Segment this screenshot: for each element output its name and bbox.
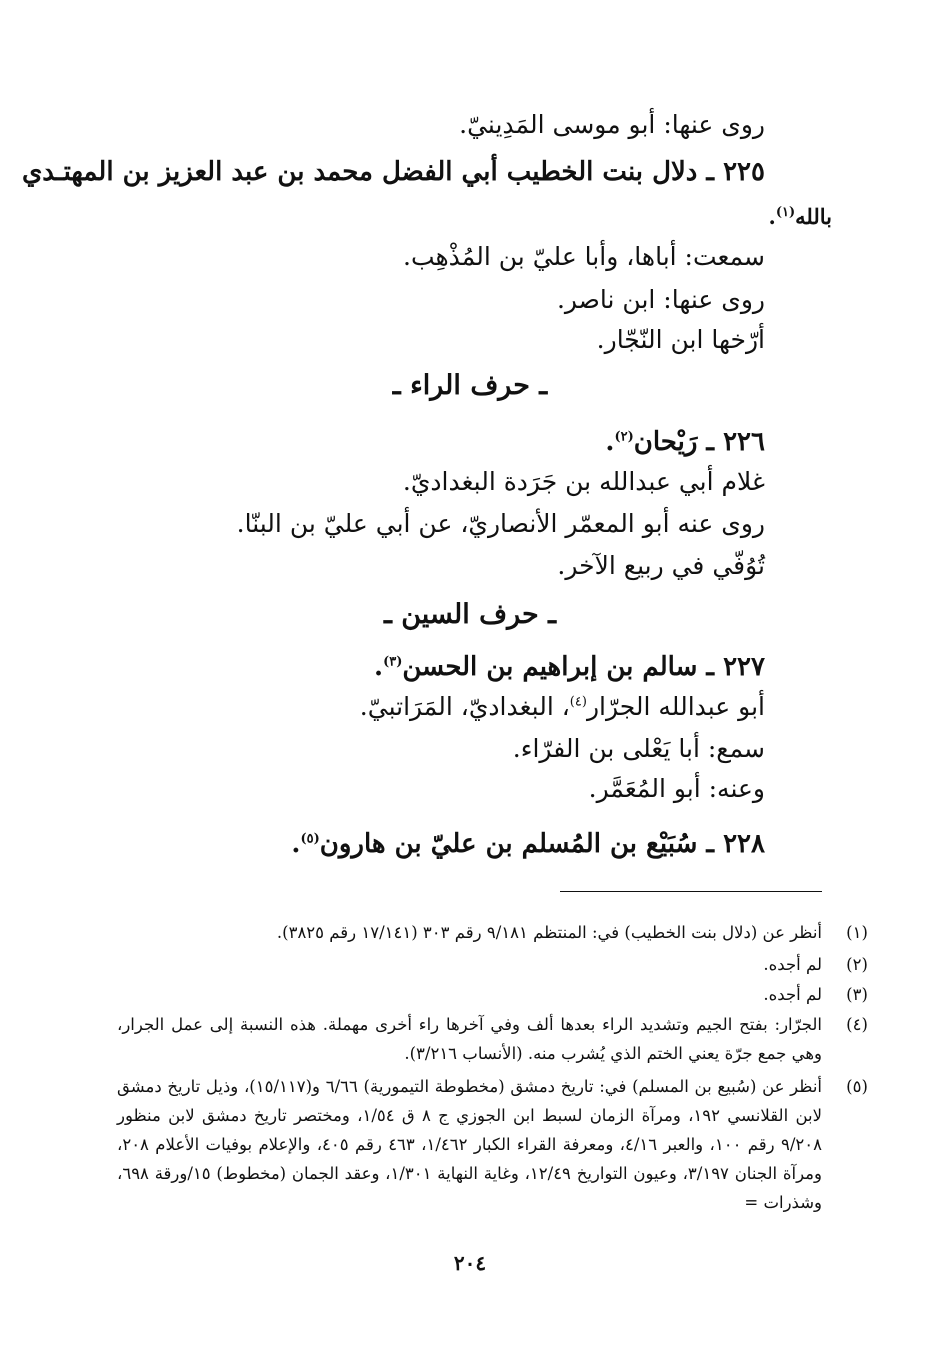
footnote-3 [117, 980, 868, 1009]
line-text: وعنه: أبو المُعَمَّر. [588, 774, 765, 803]
punctuation: . [291, 829, 301, 859]
text-line [403, 465, 765, 499]
footnote-text: لم أجده. [763, 985, 822, 1004]
punctuation: . [768, 204, 776, 229]
footnote-1 [117, 918, 868, 947]
footnote-text: أنظر عن (دلال بنت الخطيب) في: المنتظم ٩/١٨١ رقم ٣٠٣ (١٧/١٤١ رقم ٣٨٢٥). [276, 923, 822, 942]
line-text: تُوُفّي في ربيع الآخر. [557, 551, 765, 580]
footnote-2 [117, 950, 868, 979]
footnote-ref[interactable]: (٥) [300, 831, 320, 847]
line-text: روى عنها: ابن ناصر. [556, 285, 765, 314]
entry-heading-226 [605, 425, 765, 459]
text-line [557, 283, 765, 317]
section-heading-ra: ـ حرف الراء ـ [392, 370, 548, 401]
footnote-ref[interactable]: (٤) [569, 694, 587, 710]
text-line [403, 240, 765, 274]
line-text: سمع: أبا يَعْلى بن الفرّاء. [512, 734, 765, 763]
footnote-5 [117, 1072, 868, 1217]
section-heading-sin: ـ حرف السين ـ [383, 599, 557, 630]
footnote-text: لم أجده. [763, 955, 822, 974]
footnote-number: (٥) [846, 1077, 868, 1096]
footnote-text: الجرّار: بفتح الجيم وتشديد الراء بعدها ألف وفي آخرها راء أخرى مهملة. هذه النسبة إلى عمل الجرار، وهي جمع جرّة يعني الختم الذي يُشرب منه. (الأنساب ٣/٢١٦). [117, 1015, 822, 1063]
entry-heading-228 [291, 827, 765, 861]
entry-title: ٢٢٦ ـ رَيْحان [633, 427, 765, 457]
text-line [513, 732, 765, 766]
entry-heading-227 [374, 650, 765, 684]
text-line [557, 549, 765, 583]
footnote-separator [560, 891, 822, 892]
line-text: سمعت: أباها، وأبا عليّ بن المُذْهِب. [403, 242, 765, 271]
line-text: غلام أبي عبدالله بن جَرَدة البغداديّ. [402, 467, 765, 496]
footnote-number: (١) [846, 923, 868, 942]
line-text: روى عنها: أبو موسى المَدِينيّ. [459, 110, 765, 139]
line-text: أبو عبدالله الجرّار [586, 692, 765, 721]
entry-title: ٢٢٥ ـ دلال بنت الخطيب أبي الفضل محمد بن عبد العزيز بن المهتـدي [21, 157, 765, 187]
page-number: ٢٠٤ [453, 1251, 487, 1275]
footnote-text: أنظر عن (سُبيع بن المسلم) في: تاريخ دمشق (مخطوطة التيمورية) ٦/٦٦ و(١٥/١١٧)، وذيل تاريخ دمشق لابن القلانسي ١٩٢، ومرآة الزمان لسبط ابن الجوزي ج ٨ ق ١/٥٤، ومختصر تاريخ دمشق لابن منظور ٩/٢٠٨ رقم ١٠٠، والعبر ٤/١٦، ومعرفة القراء الكبار ١/٤٦٢، ٤٦٣ رقم ٤٠٥، والإعلام بوفيات الأعلام ٢٠٨، ومرآة الجنان ٣/١٩٧، وعيون التواريخ ١٢/٤٩، وغاية النهاية ١/٣٠١، وعقد الجمان (مخطوط) ١٥/ورقة ٦٩٨، وشذرات = [117, 1077, 823, 1212]
footnote-4 [117, 1010, 868, 1068]
footnote-number: (٢) [846, 955, 868, 974]
line-text: أرّخها ابن النّجّار. [596, 325, 765, 354]
text-line [459, 108, 765, 142]
footnote-ref[interactable]: (١) [775, 205, 796, 220]
line-text-tail: ، البغداديّ، المَرَاتبيّ. [359, 692, 570, 721]
line-text: روى عنه أبو المعمّر الأنصاريّ، عن أبي عليّ بن البنّا. [236, 509, 765, 538]
entry-title-cont: بالله [795, 204, 832, 229]
text-line [237, 507, 765, 541]
footnote-number: (٤) [846, 1015, 868, 1034]
text-line [597, 323, 765, 357]
footnote-ref[interactable]: (٣) [383, 654, 403, 670]
punctuation: . [374, 652, 384, 682]
footnote-ref[interactable]: (٢) [614, 429, 634, 445]
entry-title: ٢٢٧ ـ سالم بن إبراهيم بن الحسن [402, 652, 765, 682]
entry-title: ٢٢٨ ـ سُبَيْع بن المُسلم بن عليّ بن هارون [319, 829, 765, 859]
footnote-number: (٣) [846, 985, 868, 1004]
punctuation: . [605, 427, 615, 457]
text-line [589, 772, 765, 806]
entry-heading-225-cont [769, 200, 832, 234]
text-line [360, 690, 765, 724]
entry-heading-225 [22, 155, 765, 189]
